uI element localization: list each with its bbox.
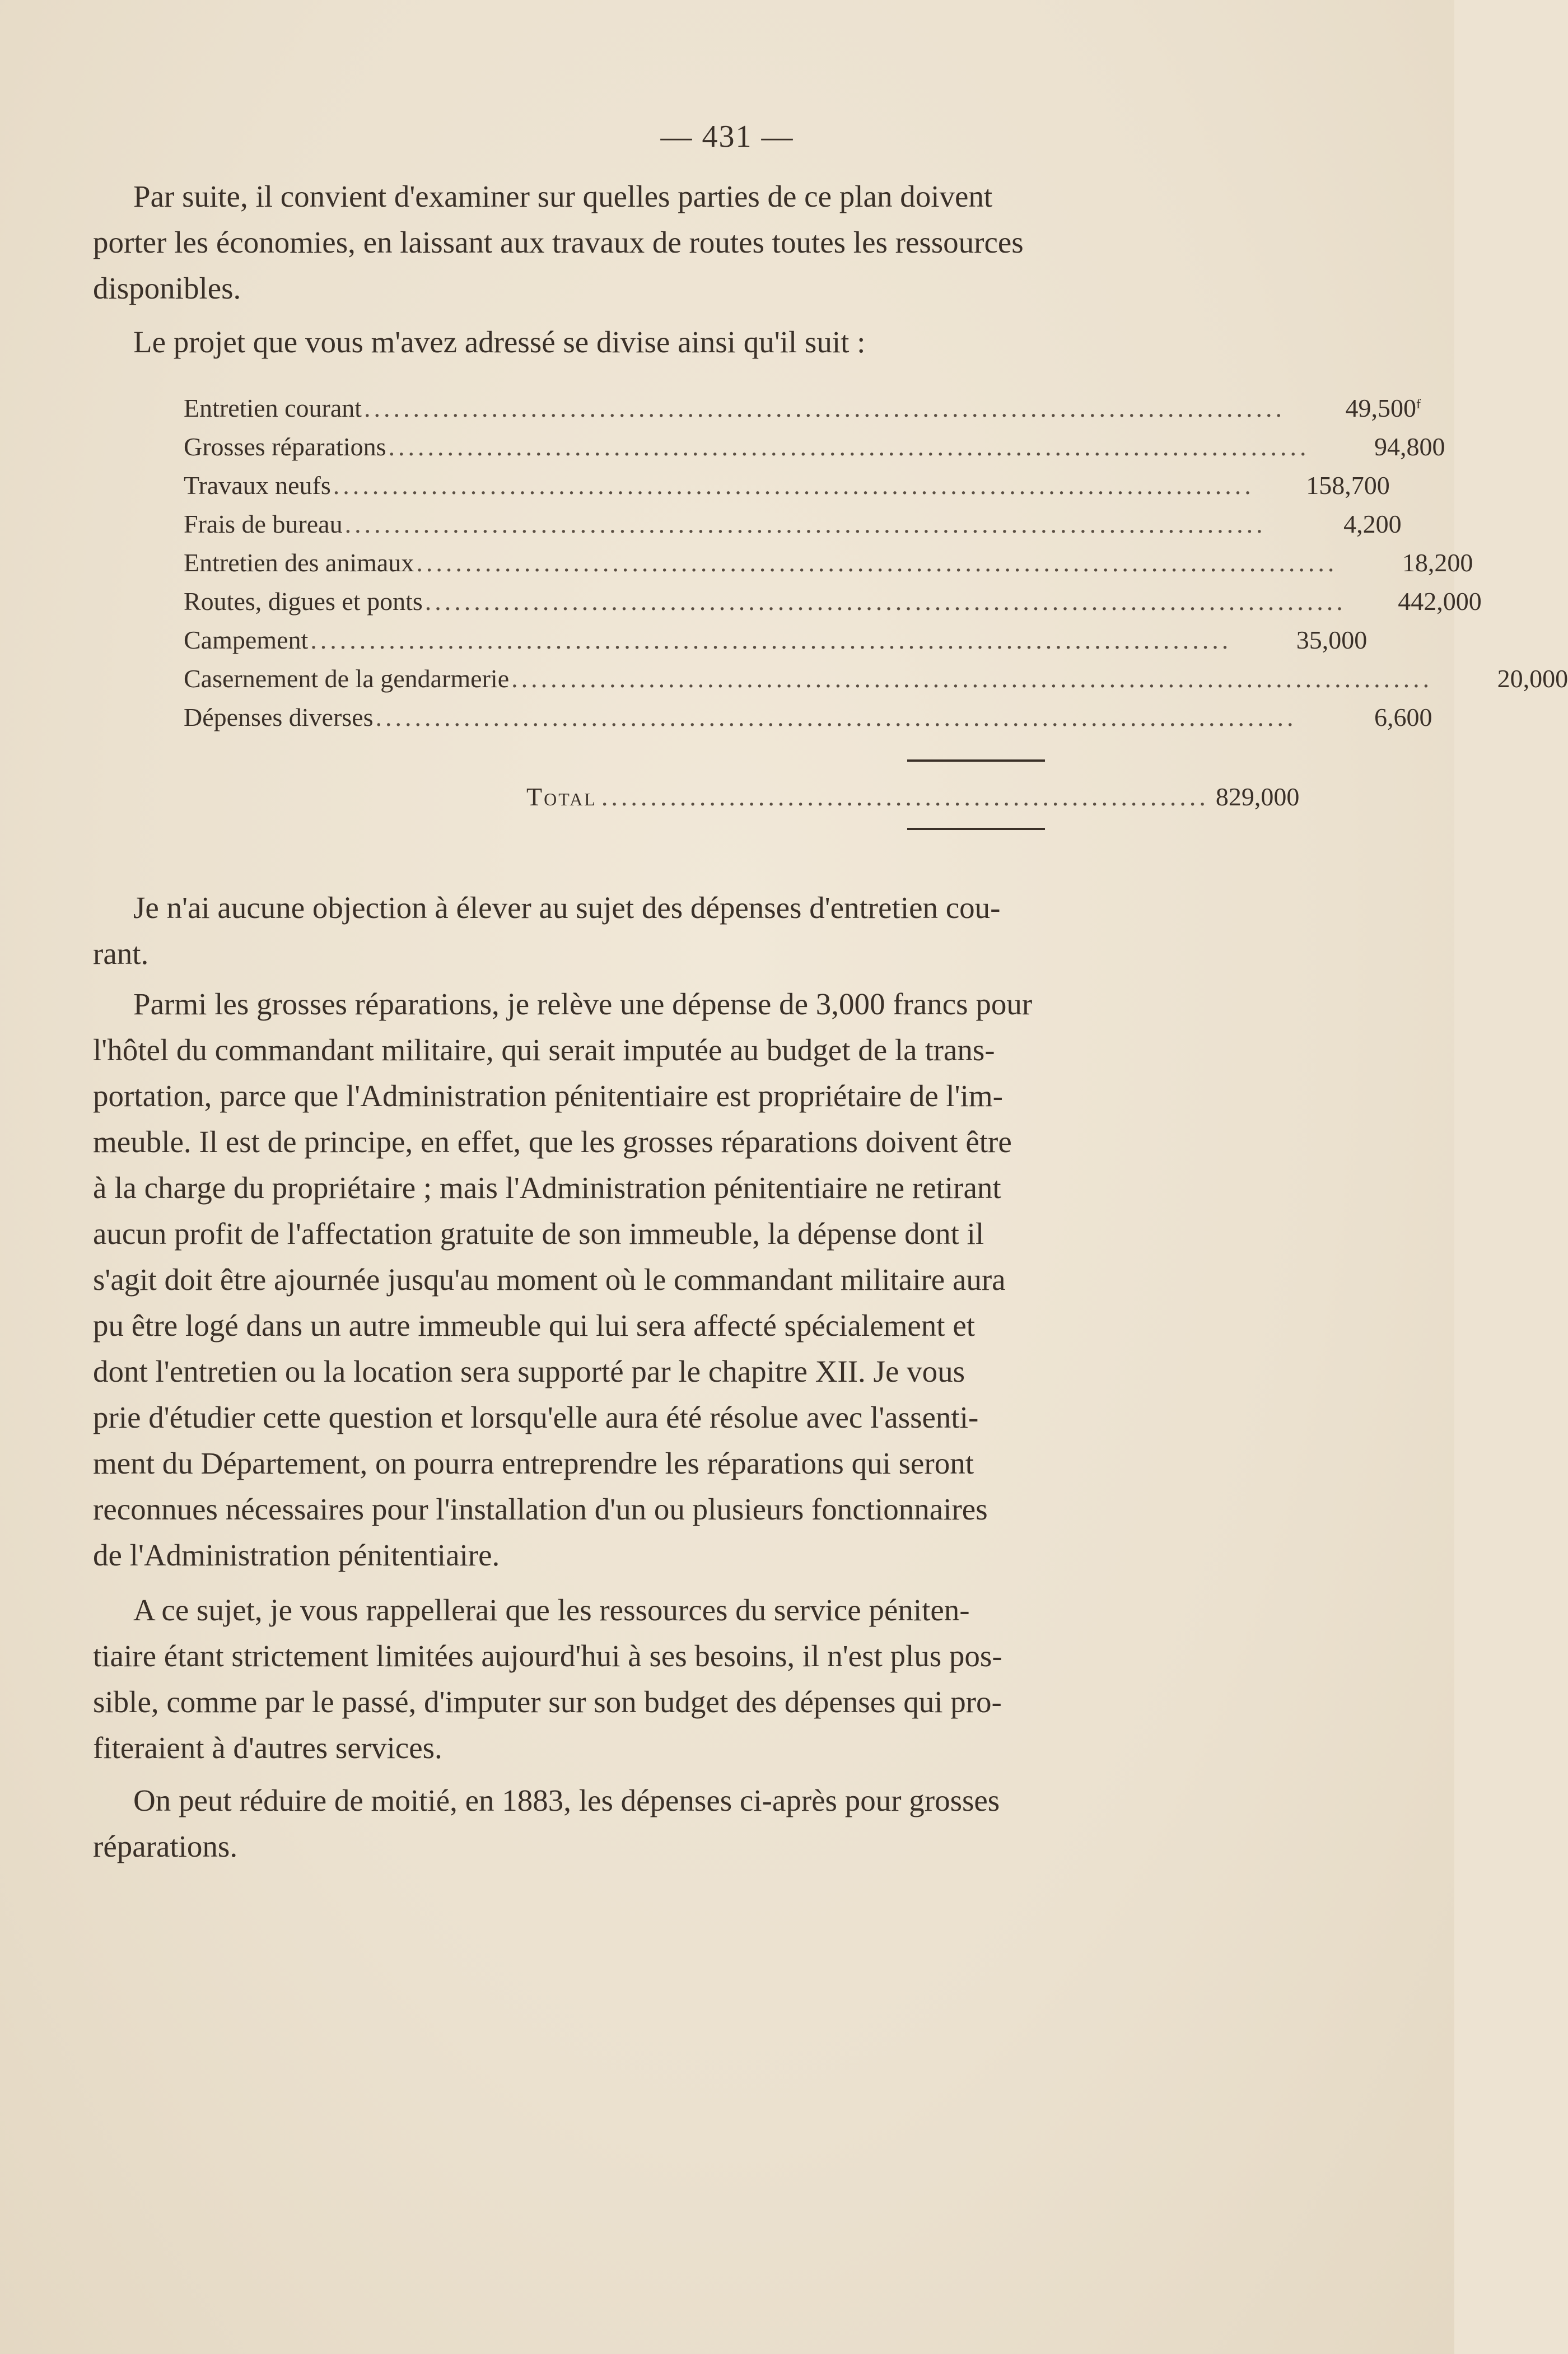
text-line: fiteraient à d'autres services. <box>93 1731 442 1765</box>
page-number: — 431 — <box>660 119 794 154</box>
text-line: ment du Département, on pourra entreprendre les réparations qui seront <box>93 1446 974 1480</box>
dot-leader: .............................................................................................. <box>344 510 1266 538</box>
text-line: réparations. <box>93 1829 238 1863</box>
text-line: s'agit doit être ajournée jusqu'au moment où le commandant militaire aura <box>93 1262 1006 1297</box>
sum-rule <box>907 759 1045 762</box>
budget-row-value: 20,000 <box>1497 664 1568 693</box>
text-line: reconnues nécessaires pour l'installation d'un ou plusieurs fonctionnaires <box>93 1492 988 1526</box>
budget-row-value: 18,200 <box>1402 548 1473 577</box>
budget-row <box>184 389 1421 427</box>
dot-leader: .............................................................................................. <box>364 394 1286 422</box>
dot-leader: .............................................................................................. <box>511 664 1433 693</box>
text-line: disponibles. <box>93 271 241 305</box>
text-line: tiaire étant strictement limitées aujourd'hui à ses besoins, il n'est plus pos- <box>93 1639 1002 1673</box>
budget-row-value: 4,200 <box>1343 510 1402 538</box>
budget-row-value: 35,000 <box>1296 626 1368 654</box>
dot-leader: .............................................................................................. <box>375 703 1297 731</box>
budget-row-label: Routes, digues et ponts <box>184 587 423 616</box>
text-line: prie d'étudier cette question et lorsqu'elle aura été résolue avec l'assenti- <box>93 1400 979 1434</box>
budget-value-number: 49,500 <box>1345 394 1417 422</box>
text-line: portation, parce que l'Administration pénitentiaire est propriétaire de l'im- <box>93 1079 1003 1113</box>
budget-row-label: Grosses réparations <box>184 432 386 461</box>
budget-row-label: Dépenses diverses <box>184 703 374 731</box>
text-line: Le projet que vous m'avez adressé se divise ainsi qu'il suit : <box>133 325 866 359</box>
text-line: porter les économies, en laissant aux travaux de routes toutes les ressources <box>93 225 1024 259</box>
text-line: A ce sujet, je vous rappellerai que les ressources du service péniten- <box>133 1593 970 1627</box>
total-value: 829,000 <box>1215 782 1300 811</box>
dot-leader: .............................................................................................. <box>333 471 1254 500</box>
text-line: sible, comme par le passé, d'imputer sur son budget des dépenses qui pro- <box>93 1685 1002 1719</box>
paragraph-entretien <box>93 885 1154 977</box>
text-line: Par suite, il convient d'examiner sur quelles parties de ce plan doivent <box>133 179 993 213</box>
budget-row-label: Casernement de la gendarmerie <box>184 664 510 693</box>
text-line: dont l'entretien ou la location sera supporté par le chapitre XII. Je vous <box>93 1354 965 1388</box>
text-line: aucun profit de l'affectation gratuite de son immeuble, la dépense dont il <box>93 1216 984 1251</box>
dot-leader: .............................................................................................. <box>424 587 1346 616</box>
budget-row-value: 158,700 <box>1306 471 1390 500</box>
budget-row <box>184 621 1368 659</box>
text-line: On peut réduire de moitié, en 1883, les dépenses ci-après pour grosses <box>133 1783 1000 1817</box>
unit-mark: f <box>1416 397 1421 412</box>
dot-leader: .............................................................................................. <box>310 626 1232 654</box>
text-line: meuble. Il est de principe, en effet, que les grosses réparations doivent être <box>93 1125 1012 1159</box>
budget-row-label: Travaux neufs <box>184 471 331 500</box>
budget-row-value <box>1292 389 1421 427</box>
budget-row-label: Entretien des animaux <box>184 548 414 577</box>
dot-leader: .............................................................................................. <box>388 432 1310 461</box>
total-label: Total <box>526 782 597 811</box>
text-line: l'hôtel du commandant militaire, qui serait imputée au budget de la trans- <box>93 1033 995 1067</box>
budget-row-value: 94,800 <box>1374 432 1445 461</box>
budget-row <box>184 466 1390 505</box>
dot-leader: .............................................................. <box>601 782 1209 811</box>
budget-row <box>184 427 1445 466</box>
budget-table <box>184 389 1568 737</box>
text-line: à la charge du propriétaire ; mais l'Administration pénitentiaire ne retirant <box>93 1171 1001 1205</box>
paragraph-ressources <box>93 1587 1154 1771</box>
text-line: pu être logé dans un autre immeuble qui lui sera affecté spécialement et <box>93 1308 976 1343</box>
budget-row <box>184 543 1473 582</box>
total-underline <box>907 828 1045 830</box>
text-line: Parmi les grosses réparations, je relève une dépense de 3,000 francs pour <box>133 987 1033 1021</box>
budget-row-value: 442,000 <box>1398 587 1482 616</box>
text-line: Je n'ai aucune objection à élever au sujet des dépenses d'entretien cou- <box>133 891 1001 925</box>
budget-row <box>184 659 1568 698</box>
budget-row-value: 6,600 <box>1374 703 1432 731</box>
paragraph-grosses-reparations <box>93 981 1154 1578</box>
intro-sentence <box>93 319 1154 365</box>
dot-leader: .............................................................................................. <box>416 548 1338 577</box>
intro-paragraph <box>93 174 1154 311</box>
paragraph-reduction <box>93 1778 1154 1870</box>
budget-row-label: Frais de bureau <box>184 510 343 538</box>
text-line: de l'Administration pénitentiaire. <box>93 1538 500 1572</box>
budget-row <box>184 698 1432 737</box>
budget-row-label: Entretien courant <box>184 394 362 422</box>
budget-row <box>184 505 1402 543</box>
budget-row-label: Campement <box>184 626 309 654</box>
budget-row <box>184 582 1482 621</box>
budget-total-row <box>526 777 1300 816</box>
text-line: rant. <box>93 936 149 971</box>
